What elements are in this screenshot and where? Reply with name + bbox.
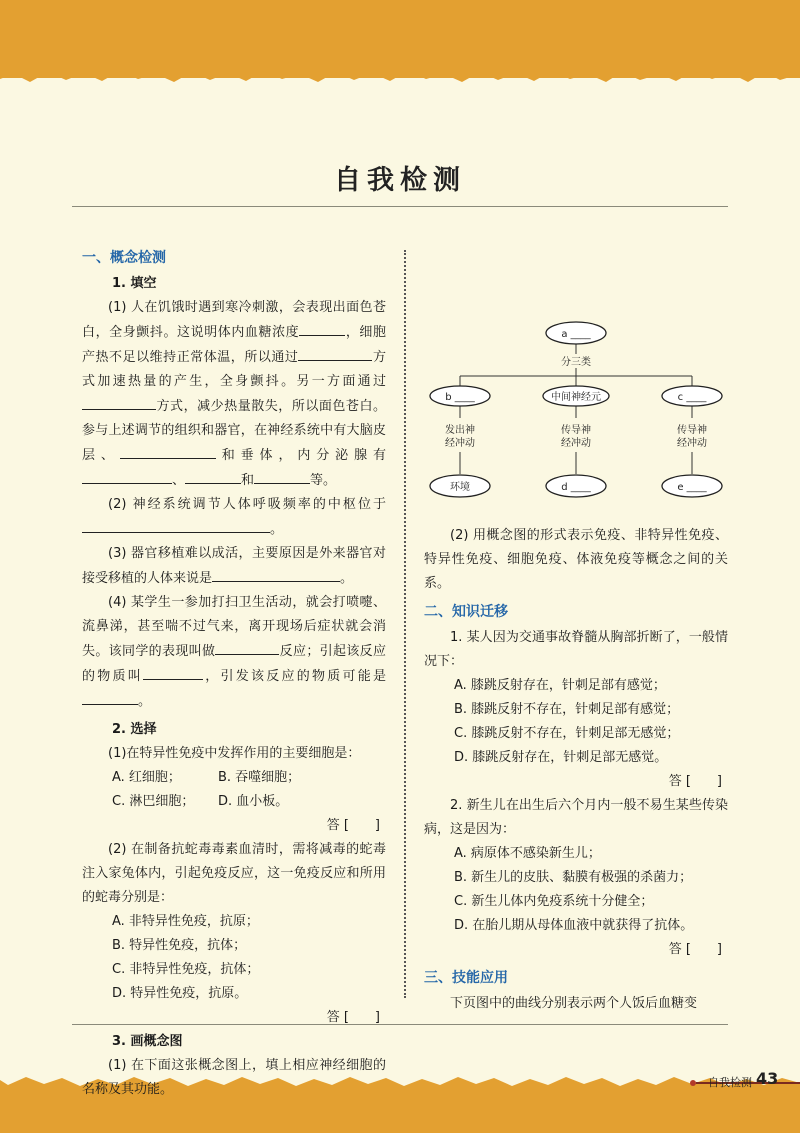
choice-options-row — [112, 766, 386, 790]
option-d[interactable]: D. 膝跳反射存在，针刺足部无感觉。 — [454, 750, 668, 765]
right-column — [424, 524, 728, 1016]
answer-bracket[interactable]: 答 [ ] — [326, 818, 380, 833]
answer-blank[interactable] — [299, 320, 345, 336]
answer-blank[interactable] — [298, 345, 372, 361]
fill-question-2: (2) 神经系统调节人体呼吸频率的中枢位于。 — [82, 493, 386, 542]
choice-options-row — [112, 790, 386, 814]
column-divider — [404, 250, 406, 998]
function-label: 发出神 — [445, 425, 475, 436]
option-a[interactable]: A. 病原体不感染新生儿； — [454, 846, 601, 861]
fill-question-1: (1) 人在饥饿时遇到寒冷刺激，会表现出面色苍白，全身颤抖。这说明体内血糖浓度 ，细胞产热不足以维持正常体温，所以通过 方式加速热量的产生，全身颤抖。另一方面通过方式，减少热量散失，所以面色苍白。参与上述调节的组织和器官，在神经系统中有大脑皮层、 和垂体，内分泌腺有、 和 等。 — [82, 300, 386, 488]
node-d-label: d ____ — [561, 482, 591, 493]
left-column — [82, 246, 386, 1097]
node-environment-label: 环境 — [450, 482, 470, 493]
option-c[interactable]: C. 淋巴细胞； — [112, 794, 195, 809]
choice-question-1: (1)在特异性免疫中发挥作用的主要细胞是： — [108, 746, 361, 761]
option-a[interactable]: A. 红细胞； — [112, 770, 181, 785]
answer-blank[interactable] — [82, 468, 172, 484]
footer-section-label: 自我检测 — [708, 1076, 752, 1089]
node-b-label: b ____ — [445, 392, 475, 403]
page-number: 43 — [756, 1069, 779, 1088]
option-c[interactable]: C. 新生儿体内免疫系统十分健全； — [454, 894, 654, 909]
answer-bracket[interactable]: 答 [ ] — [668, 942, 722, 957]
q1-title: 1. 填空 — [112, 276, 157, 291]
option-a[interactable]: A. 膝跳反射存在，针刺足部有感觉； — [454, 678, 666, 693]
transfer-question-2: 2. 新生儿在出生后六个月内一般不易生某些传染病，这是因为： — [424, 798, 728, 837]
option-b[interactable]: B. 特异性免疫，抗体； — [112, 938, 247, 953]
section-heading-skills: 三、技能应用 — [424, 970, 508, 986]
section-heading-concepts: 一、概念检测 — [82, 250, 166, 266]
answer-blank[interactable] — [143, 664, 203, 680]
function-label: 传导神 — [561, 425, 591, 436]
choice-question-2: (2) 在制备抗蛇毒毒素血清时，需将减毒的蛇毒注入家兔体内，引起免疫反应，这一免疫反应和所用的蛇毒分别是： — [82, 842, 386, 905]
function-label: 经冲动 — [677, 438, 707, 449]
answer-blank[interactable] — [212, 566, 340, 582]
answer-blank[interactable] — [82, 394, 156, 410]
concept-map-question-2: (2) 用概念图的形式表示免疫、非特异性免疫、特异性免疫、细胞免疫、体液免疫等概念之间的关系。 — [424, 528, 728, 591]
option-d[interactable]: D. 血小板。 — [218, 794, 289, 809]
answer-blank[interactable] — [185, 468, 241, 484]
answer-blank[interactable] — [82, 517, 270, 533]
option-b[interactable]: B. 新生儿的皮肤、黏膜有极强的杀菌力； — [454, 870, 693, 885]
transfer-question-1: 1. 某人因为交通事故脊髓从胸部折断了，一般情况下： — [424, 630, 728, 669]
node-c-label: c ____ — [677, 392, 707, 403]
option-d[interactable]: D. 特异性免疫，抗原。 — [112, 986, 248, 1001]
concept-map-question-1: (1) 在下面这张概念图上，填上相应神经细胞的名称及其功能。 — [82, 1058, 386, 1097]
option-d[interactable]: D. 在胎儿期从母体血液中就获得了抗体。 — [454, 918, 694, 933]
answer-blank[interactable] — [120, 443, 216, 459]
page-title: 自我检测 — [334, 165, 466, 196]
option-b[interactable]: B. 吞噬细胞； — [218, 770, 301, 785]
node-e-label: e ____ — [677, 482, 707, 493]
fill-question-4: (4) 某学生一参加打扫卫生活动，就会打喷嚏、流鼻涕，甚至喘不过气来，离开现场后症状就会消失。该同学的表现叫做 反应；引起该反应的物质叫 ，引发该反应的物质可能是。 — [82, 595, 386, 709]
option-c[interactable]: C. 膝跳反射不存在，针刺足部无感觉； — [454, 726, 680, 741]
q3-title: 3. 画概念图 — [112, 1034, 183, 1049]
answer-blank[interactable] — [254, 468, 310, 484]
branch-label: 分三类 — [561, 357, 591, 368]
answer-blank[interactable] — [82, 689, 138, 705]
fill-question-3: (3) 器官移植难以成活，主要原因是外来器官对接受移植的人体来说是 。 — [82, 546, 386, 586]
node-interneuron-label: 中间神经元 — [551, 392, 601, 403]
answer-bracket[interactable]: 答 [ ] — [668, 774, 722, 789]
bottom-rule — [72, 1024, 728, 1025]
top-band-rough-edge — [0, 60, 800, 90]
answer-bracket[interactable]: 答 [ ] — [326, 1010, 380, 1025]
title-rule — [72, 206, 728, 207]
skills-paragraph: 下页图中的曲线分别表示两个人饭后血糖变 — [450, 996, 698, 1011]
function-label: 传导神 — [677, 425, 707, 436]
option-b[interactable]: B. 膝跳反射不存在，针刺足部有感觉； — [454, 702, 680, 717]
option-a[interactable]: A. 非特异性免疫，抗原； — [112, 914, 259, 929]
concept-map-diagram — [424, 312, 728, 508]
q2-title: 2. 选择 — [112, 722, 157, 737]
answer-blank[interactable] — [215, 639, 279, 655]
node-a-label: a ____ — [561, 329, 591, 340]
function-label: 经冲动 — [561, 438, 591, 449]
function-label: 经冲动 — [445, 438, 475, 449]
section-heading-transfer: 二、知识迁移 — [424, 604, 508, 620]
option-c[interactable]: C. 非特异性免疫，抗体； — [112, 962, 260, 977]
